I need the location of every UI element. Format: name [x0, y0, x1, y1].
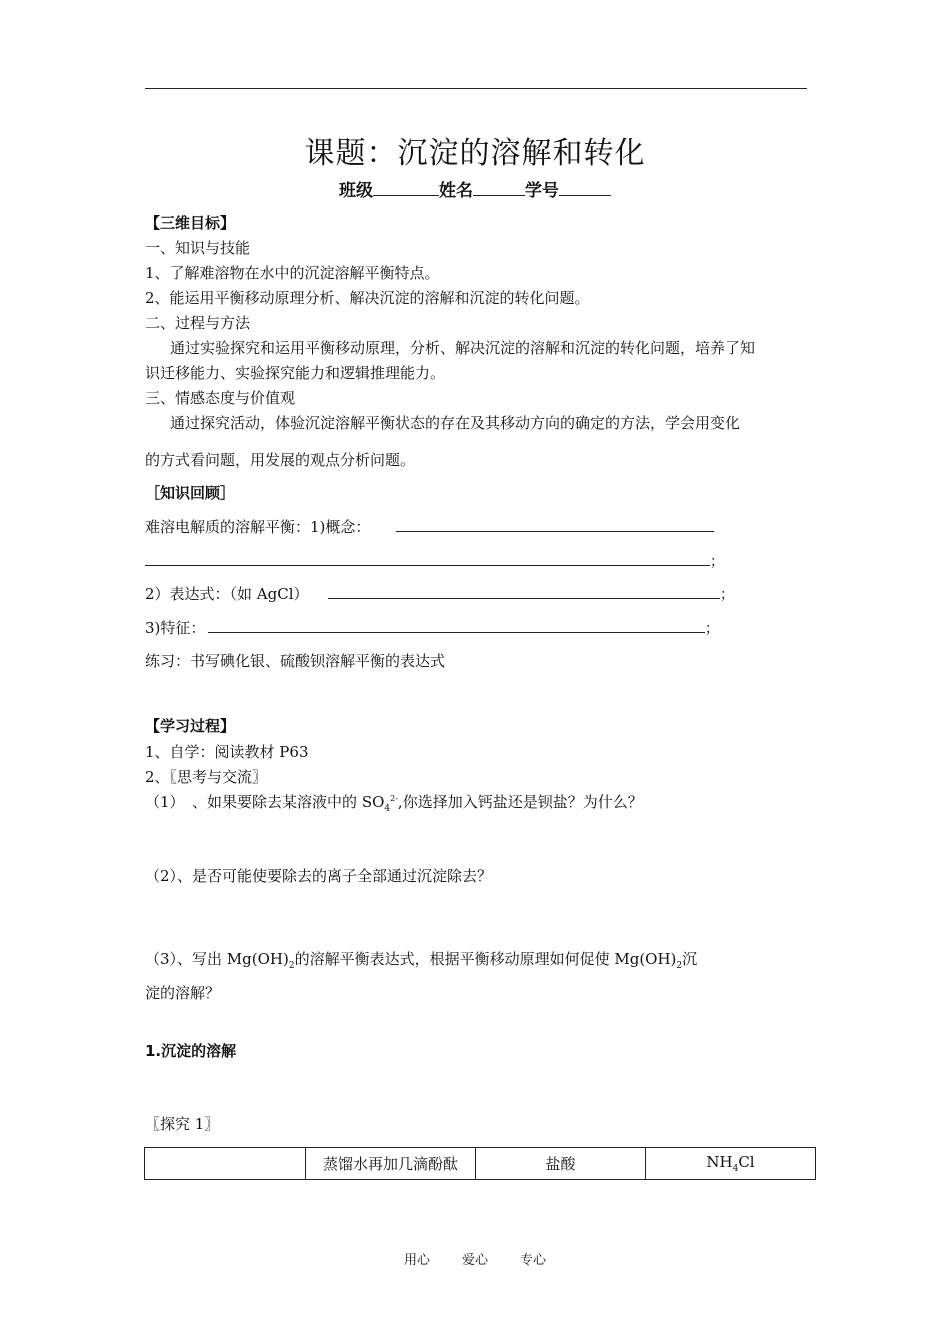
review-feature-label: 3)特征： [145, 619, 206, 637]
expression-answer-line[interactable] [328, 598, 720, 599]
goals-item-2: 2、能运用平衡移动原理分析、解决沉淀的溶解和沉淀的转化问题。 [145, 289, 590, 307]
question-3-line-2: 淀的溶解？ [145, 984, 221, 1002]
review-concept-label: 难溶电解质的溶解平衡：1)概念： [145, 518, 371, 536]
goals-section-2: 二、过程与方法 [145, 314, 251, 332]
section-1-heading: 1.沉淀的溶解 [145, 1042, 237, 1060]
table-header-hydrochloric-acid: 盐酸 [476, 1148, 646, 1180]
review-expression-label: 2）表达式：（如 AgCl） [145, 585, 309, 603]
name-label: 姓名 [439, 181, 473, 201]
semicolon: ； [705, 621, 719, 637]
page-footer [0, 1249, 950, 1268]
id-label: 学号 [525, 181, 559, 201]
student-info-line [0, 176, 950, 201]
goals-section-3: 三、情感态度与价值观 [145, 389, 296, 407]
semicolon: ； [710, 554, 724, 570]
process-step-1: 1、自学：阅读教材 P63 [145, 743, 309, 761]
goals-item-1: 1、了解难溶物在水中的沉淀溶解平衡特点。 [145, 264, 440, 282]
question-1: （1） 、如果要除去某溶液中的 $SO_4^{2-}$,你选择加入钙盐还是钡盐？为什么？ [145, 793, 643, 814]
question-3: （3）、写出 $Mg(OH)_2$的溶解平衡表达式，根据平衡移动原理如何促使 $Mg(OH)_2$沉 [145, 950, 698, 971]
process-step-2: 2、〖思考与交流〗 [145, 768, 268, 786]
table-header-ammonium-chloride: $NH_4Cl$ [646, 1148, 816, 1180]
question-2: （2）、是否可能使要除去的离子全部通过沉淀除去？ [145, 867, 493, 885]
goals-section-2-para-line2: 识迁移能力、实验探究能力和逻辑推理能力。 [145, 364, 446, 382]
table-header-distilled-water: 蒸馏水再加几滴酚酞 [306, 1148, 476, 1180]
goals-heading: 【三维目标】 [145, 214, 236, 232]
id-blank[interactable] [559, 181, 611, 196]
table-cell-empty [145, 1148, 306, 1180]
footer-word-2: 爱心 [461, 1253, 488, 1268]
review-heading: ［知识回顾］ [145, 484, 236, 502]
header-rule [145, 88, 807, 89]
page-title: 课题：沉淀的溶解和转化 [304, 136, 646, 171]
process-heading: 【学习过程】 [145, 717, 236, 735]
review-practice: 练习：书写碘化银、硫酸钡溶解平衡的表达式 [145, 652, 446, 670]
concept-answer-line-2[interactable] [145, 565, 710, 566]
explore-1-label: 〖探究 1〗 [145, 1115, 220, 1133]
table-row [145, 1148, 816, 1180]
semicolon: ； [720, 587, 734, 603]
concept-answer-line[interactable] [396, 531, 714, 532]
feature-answer-line[interactable] [208, 632, 705, 633]
name-blank[interactable] [473, 181, 525, 196]
footer-word-3: 专心 [520, 1253, 547, 1268]
explore-1-table [144, 1147, 816, 1180]
goals-section-3-para-line1: 通过探究活动，体验沉淀溶解平衡状态的存在及其移动方向的确定的方法，学会用变化 [170, 414, 741, 432]
goals-section-2-para-line1: 通过实验探究和运用平衡移动原理，分析、解决沉淀的溶解和沉淀的转化问题，培养了知 [170, 339, 756, 357]
goals-section-1: 一、知识与技能 [145, 239, 251, 257]
class-label: 班级 [339, 181, 373, 201]
footer-word-1: 用心 [403, 1253, 430, 1268]
goals-section-3-para-line2: 的方式看问题，用发展的观点分析问题。 [145, 451, 416, 469]
class-blank[interactable] [373, 181, 439, 196]
